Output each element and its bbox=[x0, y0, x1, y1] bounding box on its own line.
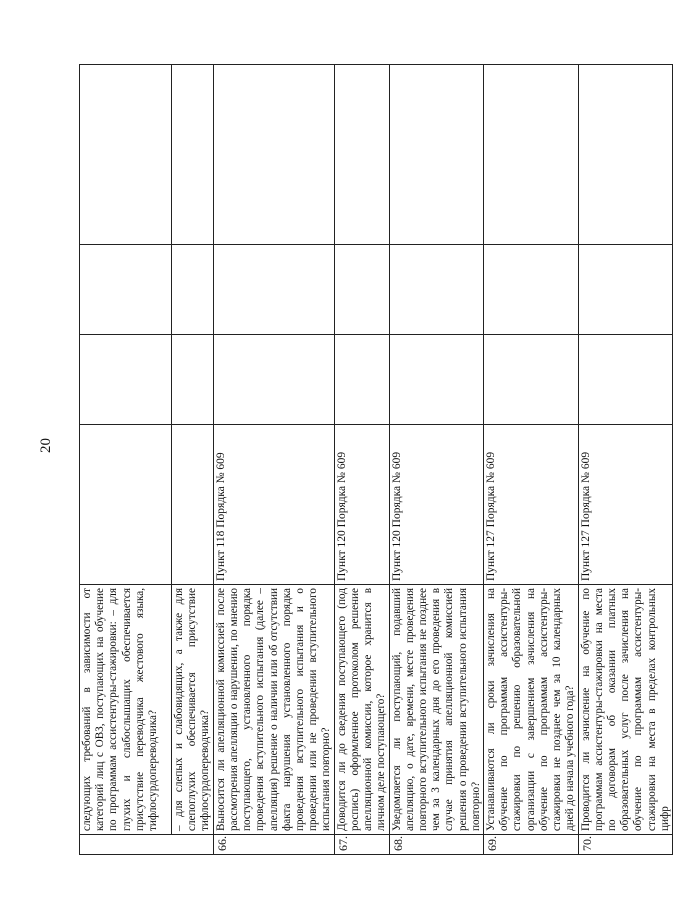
empty-cell bbox=[80, 335, 172, 425]
empty-cell bbox=[213, 335, 334, 425]
table-row bbox=[389, 65, 484, 855]
empty-cell bbox=[578, 65, 673, 245]
empty-cell bbox=[578, 335, 673, 425]
empty-cell bbox=[213, 65, 334, 245]
empty-cell bbox=[334, 335, 389, 425]
rotated-table-container bbox=[79, 65, 671, 855]
row-number: 69. bbox=[484, 835, 579, 855]
empty-cell bbox=[80, 65, 172, 245]
table-row bbox=[578, 65, 673, 855]
row-number: 67. bbox=[334, 835, 389, 855]
question-cell: Выносится ли апелляционной комиссией после рассмотрения апелляции о нарушении, по мнению поступающего, установленного порядка проведения вступительного испытания (далее – апелляция) решение о наличии или об отсутствии факта нарушения установленного порядка проведения вступительного испытания и о проведении или не проведении вступительного испытания повторно? bbox=[213, 585, 334, 835]
reference-cell bbox=[172, 425, 214, 585]
question-cell: Устанавливаются ли сроки зачисления на обучение по программам ассистентуры-стажировки по решению образовательной организации с завершением зачисления на обучение по программам ассистентуры-стажировки не позднее чем за 10 календарных дней до начала учебного года? bbox=[484, 585, 579, 835]
table-row bbox=[172, 65, 214, 855]
empty-cell bbox=[484, 335, 579, 425]
reference-cell: Пункт 127 Порядка № 609 bbox=[484, 425, 579, 585]
question-cell: Проводится ли зачисление на обучение по программам ассистентуры-стажировки на места по договорам об оказании платных образовательных услуг после зачисления на обучение по программам ассистентуры-стажировки на места в пределах контрольных цифр bbox=[578, 585, 673, 835]
question-cell: – для слепых и слабовидящих, а также для слепоглухих обеспечивается присутствие тифлосурдопереводчика? bbox=[172, 585, 214, 835]
question-cell: следующих требований в зависимости от категорий лиц с ОВЗ, поступающих на обучение по программам ассистентуры-стажировки: – для глухих и слабослышащих обеспечивается присутствие переводчика жестового языка, тифлосурдопереводчика? bbox=[80, 585, 172, 835]
page-number: 20 bbox=[38, 438, 54, 453]
row-number bbox=[80, 835, 214, 855]
reference-cell: Пункт 127 Порядка № 609 bbox=[578, 425, 673, 585]
empty-cell bbox=[484, 245, 579, 335]
empty-cell bbox=[172, 245, 214, 335]
table-row bbox=[484, 65, 579, 855]
empty-cell bbox=[334, 65, 389, 245]
question-cell: Уведомляется ли поступающий, подавший апелляцию, о дате, времени, месте проведения повторного вступительного испытания не позднее чем за 3 календарных дня до его проведения в случае принятия апелляционной комиссией решения о проведении вступительного испытания повторно? bbox=[389, 585, 484, 835]
empty-cell bbox=[80, 245, 172, 335]
empty-cell bbox=[334, 245, 389, 335]
reference-cell bbox=[80, 425, 172, 585]
empty-cell bbox=[484, 65, 579, 245]
reference-cell: Пункт 118 Порядка № 609 bbox=[213, 425, 334, 585]
row-number: 70. bbox=[578, 835, 673, 855]
empty-cell bbox=[389, 245, 484, 335]
empty-cell bbox=[172, 65, 214, 245]
table-row bbox=[334, 65, 389, 855]
empty-cell bbox=[389, 335, 484, 425]
question-cell: Доводится ли до сведения поступающего (под роспись) оформленное протоколом решение апелляционной комиссии, которое хранится в личном деле поступающего? bbox=[334, 585, 389, 835]
reference-cell: Пункт 120 Порядка № 609 bbox=[389, 425, 484, 585]
empty-cell bbox=[213, 245, 334, 335]
checklist-table bbox=[79, 64, 673, 855]
row-number: 66. bbox=[213, 835, 334, 855]
empty-cell bbox=[578, 245, 673, 335]
table-row bbox=[213, 65, 334, 855]
reference-cell: Пункт 120 Порядка № 609 bbox=[334, 425, 389, 585]
empty-cell bbox=[389, 65, 484, 245]
row-number: 68. bbox=[389, 835, 484, 855]
empty-cell bbox=[172, 335, 214, 425]
table-row bbox=[80, 65, 172, 855]
